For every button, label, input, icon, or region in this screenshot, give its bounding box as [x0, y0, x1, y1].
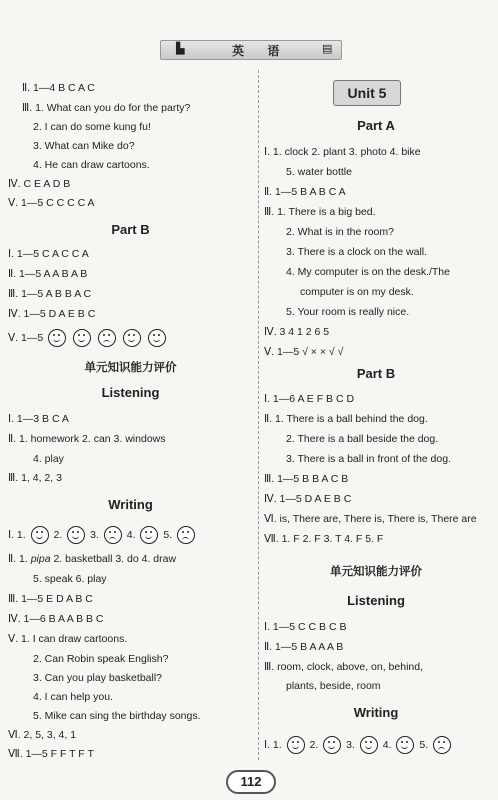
item-number: 4.	[382, 738, 392, 751]
answer-line: Ⅴ. 1. I can draw cartoons.	[8, 633, 128, 645]
sad-face-icon	[177, 526, 195, 544]
answer-line: Ⅴ. 1—5 C C C C A	[8, 197, 95, 209]
unit-label: Unit 5	[333, 80, 401, 106]
answer-line: Ⅳ. 1—5 D A E B C	[8, 308, 96, 320]
answer-line: Ⅲ. 1. What can you do for the party?	[22, 102, 191, 114]
answer-line	[8, 553, 176, 565]
answer-line: Ⅱ. 1—5 B A B C A	[264, 186, 346, 198]
item-number: 5.	[419, 738, 429, 751]
answer-line: 2. There is a ball beside the dog.	[286, 433, 439, 445]
answer-line: Ⅲ. 1—5 E D A B C	[8, 593, 93, 605]
smile-face-icon	[360, 736, 378, 754]
smile-face-icon	[396, 736, 414, 754]
section-heading-part-b: Part B	[111, 222, 150, 237]
unit-evaluation-heading: 单元知识能力评价	[330, 566, 422, 578]
answer-line: 3. There is a clock on the wall.	[286, 246, 428, 258]
answer-line: Ⅰ. 1—5 C C B C B	[264, 621, 347, 633]
smile-face-icon	[123, 329, 141, 347]
page-header-title: 英 语	[232, 44, 290, 58]
page-number: 112	[226, 770, 276, 794]
answer-line: 2. Can Robin speak English?	[33, 653, 169, 665]
answer-line: Ⅳ. C E A D B	[8, 178, 71, 190]
answer-line: Ⅰ. 1—6 A E F B C D	[264, 393, 355, 405]
answer-line: Ⅴ. 1—5 √ × × √ √	[264, 346, 344, 358]
item-number: 3.	[346, 738, 355, 751]
answer-line: Ⅰ. 1—3 B C A	[8, 413, 69, 425]
column-divider	[258, 70, 260, 760]
answer-line: Ⅵ. is, There are, There is, There is, There are	[264, 513, 477, 525]
answer-line: 4. My computer is on the desk./The	[286, 266, 450, 278]
answer-line: Ⅰ. 1. clock 2. plant 3. photo 4. bike	[264, 146, 421, 158]
answer-line: 4. He can draw cartoons.	[33, 159, 150, 171]
book-icon: ▙	[176, 43, 185, 55]
smile-face-icon	[323, 736, 341, 754]
answer-line-faces	[8, 329, 168, 347]
answer-line: Ⅱ. 1. There is a ball behind the dog.	[264, 413, 428, 425]
answer-prefix: Ⅰ. 1.	[264, 738, 282, 751]
smile-face-icon	[48, 329, 66, 347]
answer-line: 5. Your room is really nice.	[286, 306, 410, 318]
section-heading-listening: Listening	[101, 385, 160, 400]
section-heading-listening: Listening	[347, 593, 405, 608]
answer-line-faces	[264, 736, 453, 754]
section-heading-writing: Writing	[108, 497, 153, 512]
smile-face-icon	[31, 526, 49, 544]
sad-face-icon	[104, 526, 122, 544]
answer-line: Ⅶ. 1. F 2. F 3. T 4. F 5. F	[264, 533, 384, 545]
answer-line: Ⅳ. 1—5 D A E B C	[264, 493, 352, 505]
answer-line: Ⅱ. 1. homework 2. can 3. windows	[8, 433, 166, 445]
item-number: 3.	[90, 528, 99, 541]
bookshelf-icon: ▤	[322, 43, 333, 55]
answer-italic: pipa	[30, 553, 51, 565]
answer-line: 5. Mike can sing the birthday songs.	[33, 710, 201, 722]
answer-line: Ⅰ. 1—5 C A C C A	[8, 248, 89, 260]
answer-line: Ⅳ. 1—6 B A A B B C	[8, 613, 104, 625]
answer-line: 5. water bottle	[286, 166, 352, 178]
answer-text: 2. basketball 3. do 4. draw	[53, 553, 177, 565]
smile-face-icon	[140, 526, 158, 544]
answer-line: 2. I can do some kung fu!	[33, 121, 151, 133]
answer-line: Ⅵ. 2, 5, 3, 4, 1	[8, 729, 77, 741]
answer-prefix: Ⅴ. 1—5	[8, 331, 44, 344]
answer-line: plants, beside, room	[286, 680, 381, 692]
smile-face-icon	[148, 329, 166, 347]
unit-evaluation-heading: 单元知识能力评价	[84, 362, 177, 374]
answer-prefix: Ⅰ. 1.	[8, 528, 26, 541]
answer-line: computer is on my desk.	[300, 286, 414, 298]
answer-line: Ⅲ. 1—5 A B B A C	[8, 288, 92, 300]
answer-line: Ⅲ. room, clock, above, on, behind,	[264, 661, 423, 673]
answer-line: Ⅲ. 1. There is a big bed.	[264, 206, 376, 218]
sad-face-icon	[98, 329, 116, 347]
answer-line: Ⅱ. 1—5 A A B A B	[8, 268, 88, 280]
item-number: 2.	[53, 528, 63, 541]
answer-line-faces	[8, 526, 197, 544]
answer-line: Ⅲ. 1—5 B B A C B	[264, 473, 349, 485]
smile-face-icon	[73, 329, 91, 347]
answer-prefix: Ⅱ. 1.	[8, 553, 28, 565]
item-number: 5.	[163, 528, 173, 541]
section-heading-part-b: Part B	[356, 366, 396, 381]
item-number: 2.	[309, 738, 319, 751]
answer-line: Ⅳ. 3 4 1 2 6 5	[264, 326, 330, 338]
smile-face-icon	[287, 736, 305, 754]
answer-line: 2. What is in the room?	[286, 226, 394, 238]
answer-line: 4. play	[33, 453, 64, 465]
section-heading-writing: Writing	[353, 705, 399, 720]
answer-line: 5. speak 6. play	[33, 573, 107, 585]
answer-line: 3. What can Mike do?	[33, 140, 135, 152]
answer-line: 4. I can help you.	[33, 691, 113, 703]
item-number: 4.	[126, 528, 136, 541]
answer-line: Ⅱ. 1—5 B A A A B	[264, 641, 344, 653]
smile-face-icon	[67, 526, 85, 544]
answer-line: Ⅶ. 1—5 F F T F T	[8, 748, 94, 760]
answer-line: 3. There is a ball in front of the dog.	[286, 453, 451, 465]
answer-line: Ⅲ. 1, 4, 2, 3	[8, 472, 62, 484]
answer-line: Ⅱ. 1—4 B C A C	[22, 82, 95, 94]
section-heading-part-a: Part A	[357, 118, 395, 133]
sad-face-icon	[433, 736, 451, 754]
answer-line: 3. Can you play basketball?	[33, 672, 162, 684]
